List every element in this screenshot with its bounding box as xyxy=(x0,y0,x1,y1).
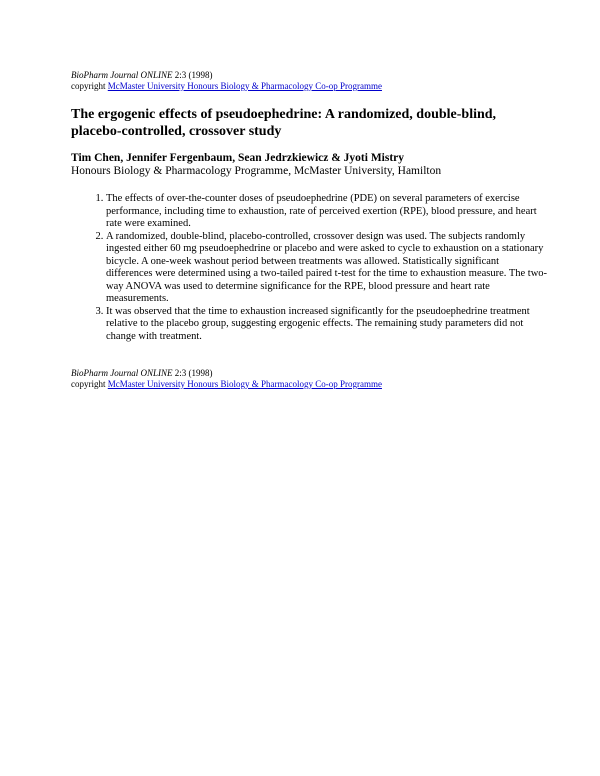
copyright-link[interactable]: McMaster University Honours Biology & Pharmacology Co-op Programme xyxy=(107,80,382,91)
abstract-list xyxy=(88,193,548,343)
copyright-line xyxy=(71,81,541,92)
article-affiliation: Honours Biology & Pharmacology Programme, McMaster University, Hamilton xyxy=(71,165,442,177)
footer-journal-name: BioPharm Journal ONLINE xyxy=(71,368,173,378)
journal-issue: 2:3 (1998) xyxy=(174,70,213,80)
footer-journal-citation xyxy=(71,368,541,379)
abstract-point: 3. It was observed that the time to exhaustion increased significantly for the pseudoephedrine treatment relative to the placebo group, suggesting ergogenic effects. The remaining study parameters did not change with treatment. xyxy=(106,306,548,344)
abstract-point: 2. A randomized, double-blind, placebo-controlled, crossover design was used. The subjects randomly ingested either 60 mg pseudoephedrine or placebo and were asked to cycle to exhaustion on a stationary bicycle. A one-week washout period between treatments was allowed. Statistically significant differences were determined using a two-tailed paired t-test for the time to exhaustion measure. The two-way ANOVA was used to determine significance for the RPE, blood pressure and heart rate measurements. xyxy=(106,231,548,306)
article-authors: Tim Chen, Jennifer Fergenbaum, Sean Jedrzkiewicz & Jyoti Mistry xyxy=(71,152,405,164)
footer-copyright-link[interactable]: McMaster University Honours Biology & Pharmacology Co-op Programme xyxy=(107,378,382,389)
journal-citation xyxy=(71,70,541,81)
footer-copyright-prefix: copyright xyxy=(71,378,106,389)
article-title: The ergogenic effects of pseudoephedrine: A randomized, double-blind, placebo-controlled, crossover study xyxy=(71,107,497,139)
journal-name: BioPharm Journal ONLINE xyxy=(71,70,173,80)
copyright-prefix: copyright xyxy=(71,80,106,91)
journal-header xyxy=(71,70,541,91)
footer-journal-issue: 2:3 (1998) xyxy=(174,368,213,378)
abstract-point: 1. The effects of over-the-counter doses of pseudoephedrine (PDE) on several parameters of exercise performance, including time to exhaustion, rate of perceived exertion (RPE), blood pressure, and heart rate were examined. xyxy=(106,193,548,231)
journal-footer xyxy=(71,368,541,389)
footer-copyright-line xyxy=(71,379,541,390)
